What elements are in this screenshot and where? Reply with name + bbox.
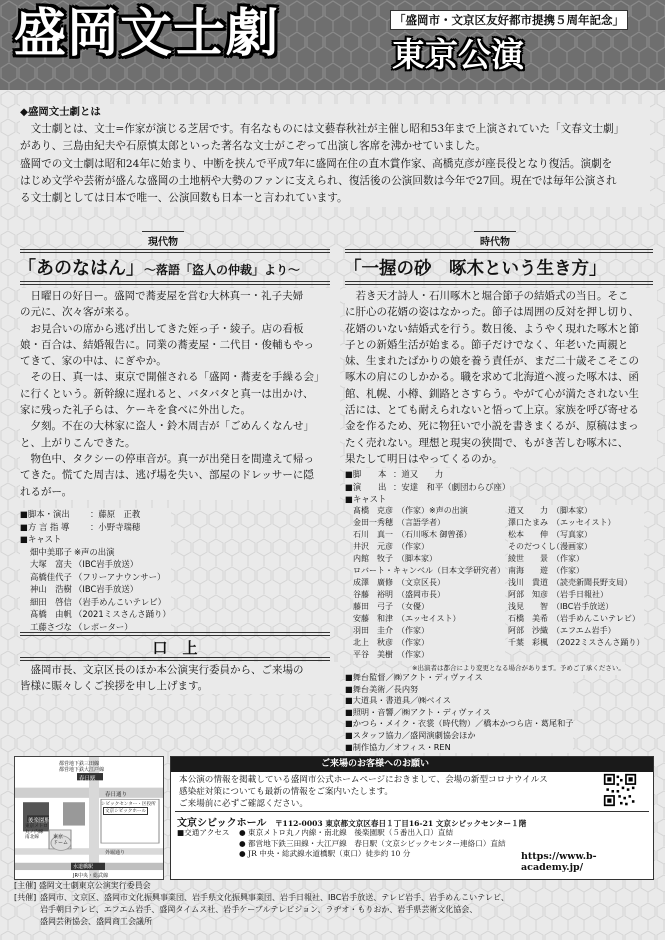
cast-name: 南海 遊 [508,566,548,575]
divider [175,811,649,812]
synopsis-line: たく売れない。理想と現実の狭間で、もがき苦しむ啄木に、 [345,436,629,449]
synopsis-line: れるがー。 [20,485,73,498]
cast-role: （漫画家） [552,542,592,551]
cast-name: 大塚 富夫 [30,559,72,569]
kojo-text [20,662,340,694]
cast-name: 工藤さづな [30,621,72,632]
cast-name: 谷藤 裕明 [353,590,393,599]
staff-list [345,672,573,753]
staff-item: ■スタッフ協力／盛岡演劇協会ほか [345,729,476,740]
left-synopsis [20,288,340,500]
cast-name: 畑中美耶子 [30,546,72,557]
cast-role: （岩手めんこいテレビ） [552,614,640,623]
cast-list-right [508,505,644,649]
credit-key: ■脚 本 [345,469,387,479]
notice-box [170,756,654,880]
map-label-civic: シビックセンター・区役所 [101,801,156,807]
staff-item: ■舞台監督／㈱アクト・ディヴァイス [345,672,483,682]
genre-tag-modern: 現代物 [142,231,184,250]
staff-item: ■照明・音響／㈱アクト・ディヴァイス [345,706,491,717]
credit-key: ■キャスト [345,494,387,504]
notice-body [179,774,548,810]
staff-item: ■大道具・書道具／㈱ベイス [345,695,451,706]
about-line: はじめ文学や芸術が盛んな盛岡の土地柄や大勢のファンに支えられ、復活後の公演回数は今年で27回。現在では毎年公演され [20,174,617,187]
cast-name: 浅見 智 [508,602,548,611]
cast-name: 浅川 貴道 [508,578,548,587]
staff-item: ■かつら・メイク・衣裳（時代物）／橋本かつら店・葛尾和子 [345,718,574,729]
cast-role: （読売新聞長野支局） [552,578,632,587]
synopsis-line: 花婿のいない結婚式を行う。数日後、ようやく現れた啄木と節 [345,322,639,335]
cast-role: （石川啄木 御曾孫） [397,530,472,539]
synopsis-line: 若き天才詩人・石川啄木と堀合節子の結婚式の当日。そこ [355,290,629,302]
cast-role: （エッセイスト） [552,518,616,527]
synopsis-line: 妹、生まれたばかりの娘を養う責任が、まだ二十歳そこそこの [345,355,639,368]
cast-note: ※出演者は都合により変更となる場合があります。予めご了承ください。 [412,662,625,675]
left-credits [20,508,171,633]
play-title-right: 「一握の砂 啄木という生き方」 [344,259,607,279]
map-label-dome: 東京 ドーム [53,834,69,847]
map-label-jr: JR中央・総武線 [73,872,108,879]
cast-role: （作家）※声の出演 [397,506,468,515]
notice-line: 本公演の情報を掲載している盛岡市公式ホームページにおきまして、会場の新型コロナウイルス [179,775,548,785]
synopsis-line: 金を作るため、死に物狂いで小説を書きまくるが、原稿はまっ [345,420,639,433]
cast-role: （作家） [397,638,429,647]
page-subtitle: 東京公演 [392,35,524,74]
footer-cooperation-line: 岩手朝日テレビ、エフエム岩手、盛岡タイムス社、岩手ケーブルテレビジョン、ラヂオ・もりおか、岩手県芸術文化協会、 [40,905,478,914]
about-line: る文士劇としては日本で唯一、公演回数も日本一と言われています。 [20,192,348,205]
cast-name: ロバート・キャンベル [353,566,433,575]
cast-role: （エッセイスト） [397,614,461,623]
footer-cooperation-line: 盛岡市、文京区、盛岡市文化振興事業団、岩手県文化振興事業団、岩手日報社、IBC岩手放送、テレビ岩手、岩手めんこいテレビ、 [40,893,509,902]
cast-name: 千葉 彩楓 [508,638,548,647]
divider [20,281,330,285]
about-section [20,104,650,207]
divider [345,249,653,253]
synopsis-line: の元に、次々客が来る。 [20,306,136,319]
credit-value: ：道又 力 [393,469,444,479]
cast-name: 羽田 圭介 [353,626,393,635]
qr-code-icon[interactable] [603,773,637,807]
access-item: ● 東京メトロ丸ノ内線・南北線 後楽園駅（５番出入口）直結 [239,828,454,837]
cast-name: 北上 秋彦 [353,638,393,647]
page-title: 盛岡文士劇 [14,3,280,64]
credit-value: ：藤原 正教 [90,509,141,519]
staff-item: ■舞台美術／長内努 [345,683,419,694]
notice-line: ご来場前に必ずご確認ください。 [179,799,308,809]
cast-name: 平谷 美樹 [353,650,393,659]
genre-tag-period: 時代物 [474,231,516,250]
map-label-kasuga-road: 春日通り [105,791,128,798]
cast-role: （レポーター） [74,621,133,632]
about-line: があり、三島由紀夫や石原慎太郎といった著名な文士がこぞって出演し客席を沸かせていました。 [20,140,487,153]
cast-role: （作家） [397,650,429,659]
footer-cooperation-label: [共催] [14,893,37,902]
divider [20,632,330,636]
cast-name: 道又 力 [508,506,548,515]
access-info [177,828,506,860]
about-line: 盛岡での文士劇は昭和24年に始まり、中断を挟んで平成7年に盛岡在住の直木賞作家、高橋克彦が座長役となり復活。演劇を [20,157,613,170]
play-title-sub: ～落語「盗人の仲裁」より～ [144,263,301,277]
about-heading: ◆盛岡文士劇とは [20,106,101,118]
cast-role: （岩手日報社） [552,590,608,599]
synopsis-line: に行くという。新幹線に遅れると、バタバタと真一は出かけ、 [20,387,314,400]
cast-role: （作家） [397,626,429,635]
map-label-civic-hall: 文京シビックホール [105,808,147,814]
footer-host: [主催] 盛岡文士劇東京公演実行委員会 [14,881,151,890]
cast-role: （岩手めんこいテレビ） [74,596,166,607]
cast-name: 細田 啓信 [30,596,72,607]
access-item: ● JR 中央・総武線水道橋駅（東口）徒歩約 10 分 [239,849,411,858]
map-label-korakuen: 後楽園駅 [28,818,51,825]
right-synopsis [345,288,657,467]
map-label-sotobori: 外堀通り [105,849,126,856]
synopsis-line: 日曜日の好日ー。盛岡で蕎麦屋を営む大林真一・礼子夫婦 [30,290,304,302]
credit-key: ■方 言 指 導 [20,521,70,532]
divider [20,657,330,661]
kojo-heading: 口 上 [152,639,198,657]
staff-item: ■制作協力／オフィス・REN [345,741,451,752]
cast-role: （盛岡市長） [397,590,445,599]
credit-value: ：小野寺瑞穂 [90,521,141,532]
cast-role: （脚本家） [552,506,592,515]
synopsis-line: 館、札幌、小樽、釧路とさすらう。やがて心が満たされない生 [345,387,639,400]
synopsis-line: 物色中、タクシーの停車音が。真一が出発日を間違えて帰っ [30,452,314,465]
synopsis-line: に肝心の花婿の姿はなかった。節子は周囲の反対を押し切り、 [345,306,639,319]
cast-name: 成澤 廣修 [353,578,393,587]
cast-name: 阿部 知彦 [508,590,548,599]
notice-heading: ご来場のお客様へのお願い [171,757,653,772]
access-map [14,756,164,880]
cast-role: （作家） [552,554,584,563]
map-label-metro: 東京メトロ 丸ノ内線 南北線 [25,824,48,841]
cast-role: （写真家） [552,530,592,539]
venue-address: 〒112-0003 東京都文京区春日１丁目16-21 文京シビックセンター１階 [274,819,527,828]
cast-role: （IBC岩手放送） [74,559,139,569]
website-link[interactable]: https://www.b-academy.jp/ [521,851,597,873]
synopsis-line: 果たして明日はやってくるのか。 [345,452,503,465]
map-label-kasuga: 春日駅 [79,775,96,782]
credit-key: ■脚本・演出 [20,509,70,519]
anniversary-label: 「盛岡市・文京区友好都市提携５周年記念」 [390,10,628,30]
cast-name: そのだつくし [508,542,556,551]
cast-name: 神山 浩樹 [30,584,72,594]
cast-role: （IBC岩手放送） [74,584,139,594]
access-item: ● 都営地下鉄三田線・大江戸線 春日駅（文京シビックセンター連絡口）直結 [239,838,506,848]
cast-list-left [353,505,505,661]
venue-line [177,814,526,829]
cast-role: （作家） [397,542,429,551]
cast-name: 澤口たまみ [508,518,548,527]
cast-name: 綾世 景 [508,554,548,563]
footer-cooperation-line: 盛岡芸術協会、盛岡商工会議所 [40,917,152,926]
cast-name: 安藤 和津 [353,614,393,623]
synopsis-line: その日、真一は、東京で開催される「盛岡・蕎麦を手繰る会」 [30,371,325,384]
kojo-line: 皆様に賑々しくご挨拶を申し上げます。 [20,680,209,692]
divider [20,249,330,253]
synopsis-line: と、上がりこんできた。 [20,436,136,449]
cast-role: （言語学者） [397,518,445,527]
footer [14,880,654,928]
cast-role: （フリーアナウンサー） [74,571,166,582]
credit-key: ■演 出 [345,481,387,492]
cast-role: （脚本家） [397,554,437,563]
cast-role: （2021ミスさんさ踊り） [74,609,171,619]
cast-name: 井沢 元彦 [353,542,393,551]
about-line: 文士劇とは、文士=作家が演じる芝居です。有名なものには文藝春秋社が主催し昭和53年まで上演されていた「文春文士劇」 [30,123,625,136]
cast-name: 金田一秀穂 [353,518,393,527]
cast-name: 石川 真一 [353,530,393,539]
synopsis-line: 啄木の肩にのしかかる。職を求めて北海道へ渡った啄木は、函 [345,371,639,384]
cast-name: 髙橋 由帆 [30,609,72,619]
synopsis-line: 娘・百合は、結婚報告に。同業の蕎麦屋・二代目・俊輔もやっ [20,338,314,351]
cast-list [20,546,171,634]
map-label-suidobashi: 水道橋駅 [73,864,94,871]
synopsis-line: お見合いの席から逃げ出してきた姪っ子・綾子。店の看板 [30,322,304,335]
venue-name: 文京シビックホール [177,818,267,829]
cast-role: （日本文学研究者） [433,566,505,575]
header-banner [0,0,665,90]
cast-name: 内館 牧子 [353,554,393,563]
cast-role: （文京区長） [397,578,445,587]
credit-value: ：安達 和平（劇団わらび座） [393,481,511,492]
cast-role: （IBC岩手放送） [552,602,614,611]
kojo-line: 盛岡市長、文京区長のほか本公演実行委員から、ご来場の [30,664,304,676]
synopsis-line: 家に残った礼子らは、ケーキを食べに外出した。 [20,404,251,417]
access-label: ■交通アクセス [177,828,230,837]
cast-name: 藤田 弓子 [353,602,393,611]
play-title-left [18,257,300,282]
synopsis-line: 夕刻。不在の大林家に盗人・鈴木周吉が「ごめんくなんせ」 [30,420,314,433]
notice-line: 感染症対策についても最新の情報をご案内いたします。 [179,787,393,797]
cast-name: 阿部 沙織 [508,626,548,635]
synopsis-line: 活には、とても耐えられないと悟って上京。家族を呼び寄せる [345,404,639,417]
credit-key: ■キャスト [20,534,62,544]
cast-name: 松本 伸 [508,530,548,539]
right-credits [345,468,510,506]
cast-name: 高橋佳代子 [30,571,72,582]
map-label-subway: 都営地下鉄三田線 都営地下鉄大江戸線 [59,761,105,774]
cast-role: （作家） [552,566,584,575]
cast-name: 石橋 美希 [508,614,548,623]
cast-name: 髙橋 克彦 [353,506,393,515]
cast-role: ※声の出演 [74,546,115,557]
divider [345,281,653,285]
cast-role: （2022ミスさんさ踊り） [552,638,645,647]
synopsis-line: 子との新婚生活が始まる。節子だけでなく、年老いた両親と [345,338,629,351]
synopsis-line: てきて、家の中は、にぎやか。 [20,355,167,368]
play-title-main: 「あのなはん」 [18,258,144,279]
synopsis-line: てきた。慌てた周吉は、逃げ場を失い、部屋のドレッサーに隠 [20,469,314,482]
cast-role: （エフエム岩手） [552,626,616,635]
cast-role: （女優） [397,602,429,611]
